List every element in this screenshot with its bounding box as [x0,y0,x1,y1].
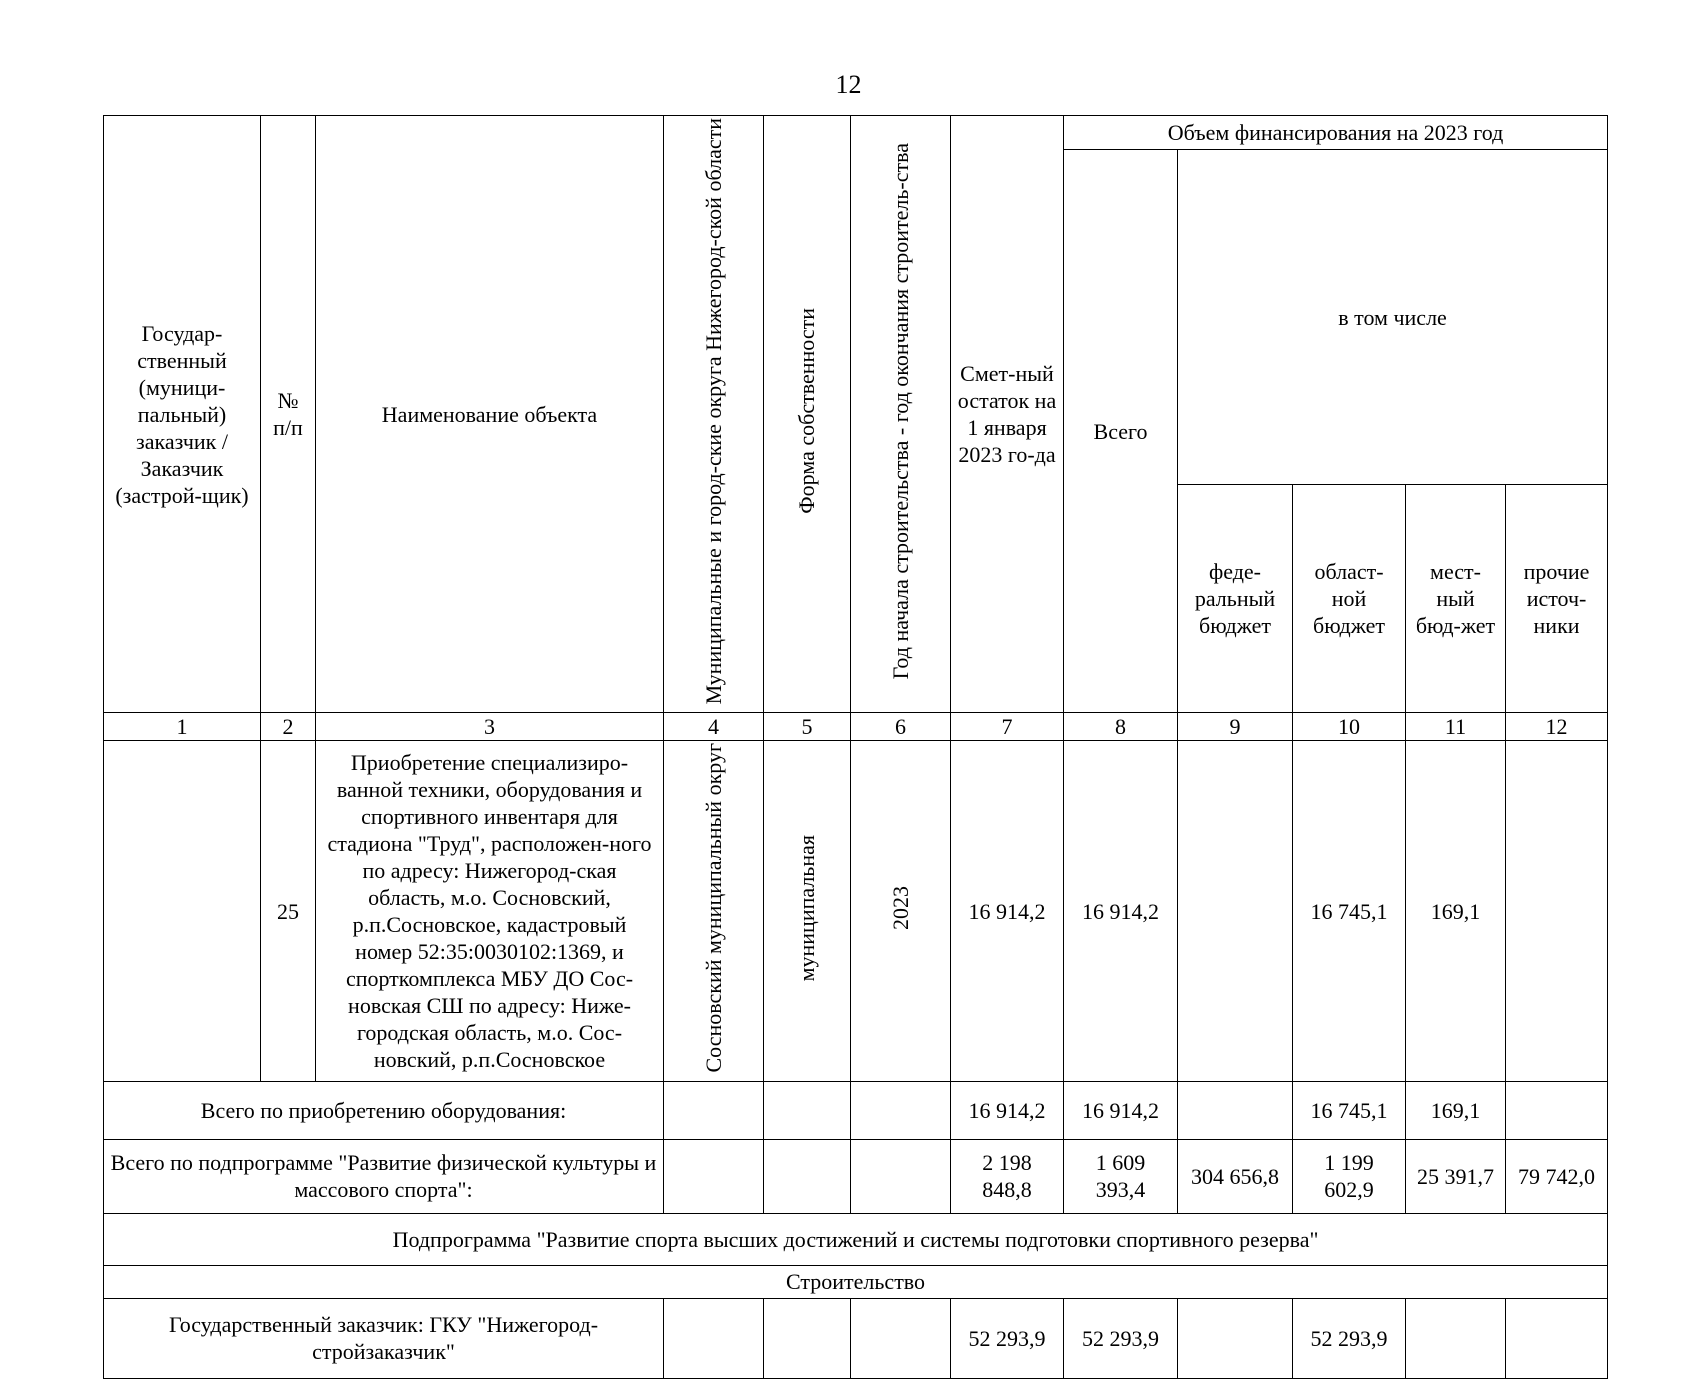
header-estimate: Смет-ный остаток на 1 января 2023 го-да [951,116,1064,713]
total-subprogram-local: 25 391,7 [1406,1139,1506,1213]
column-number: 10 [1293,713,1406,741]
row25-ownership-text: муниципальная [794,834,819,982]
header-object-name: Наименование объекта [316,116,664,713]
section-title: Строительство [104,1265,1608,1298]
total-equipment-ownership [764,1081,851,1139]
header-districts [664,116,764,713]
column-number: 6 [851,713,951,741]
row25-num: 25 [261,741,316,1082]
row25-federal [1178,741,1293,1082]
row25-regional: 16 745,1 [1293,741,1406,1082]
customer-row-ownership [764,1298,851,1378]
row25-other [1506,741,1608,1082]
total-equipment-label: Всего по приобретению оборудования: [104,1081,664,1139]
total-subprogram-estimate: 2 198 848,8 [951,1139,1064,1213]
column-number: 12 [1506,713,1608,741]
row25-total: 16 914,2 [1064,741,1178,1082]
column-numbers-row [104,713,1608,741]
row25-estimate: 16 914,2 [951,741,1064,1082]
header-regional: област-ной бюджет [1293,485,1406,713]
header-federal: феде-ральный бюджет [1178,485,1293,713]
total-subprogram-regional: 1 199 602,9 [1293,1139,1406,1213]
total-equipment-estimate: 16 914,2 [951,1081,1064,1139]
customer-row-label: Государственный заказчик: ГКУ "Нижегород-стройзаказчик" [104,1298,664,1378]
total-subprogram-years [851,1139,951,1213]
customer-row-regional: 52 293,9 [1293,1298,1406,1378]
header-num: № п/п [261,116,316,713]
total-equipment-other [1506,1081,1608,1139]
column-number: 7 [951,713,1064,741]
header-financing-title: Объем финансирования на 2023 год [1064,116,1608,150]
row25-district-text: Сосновский муниципальный округ [700,743,726,1073]
total-subprogram-ownership [764,1139,851,1213]
table-row-total-equipment [104,1081,1608,1139]
header-other: прочие источ-ники [1506,485,1608,713]
header-years [851,116,951,713]
row25-name: Приобретение специализиро-ванной техники, оборудования и спортивного инвентаря для стадиона "Труд", расположен-ного по адресу: Нижегород-ская область, м.о. Сосновский, р.п.Сосновское, кадастровый номер 52:35:0030102:1369, и спорткомплекса МБУ ДО Сос-новская СШ по адресу: Ниже-городская область, м.о. Сос-новский, р.п.Сосновское [316,741,664,1082]
customer-row-estimate: 52 293,9 [951,1298,1064,1378]
table-row [104,741,1608,1082]
total-equipment-years [851,1081,951,1139]
header-ownership [764,116,851,713]
customer-row-years [851,1298,951,1378]
total-equipment-regional: 16 745,1 [1293,1081,1406,1139]
column-number: 3 [316,713,664,741]
header-total: Всего [1064,150,1178,713]
total-subprogram-label: Всего по подпрограмме "Развитие физической культуры и массового спорта": [104,1139,664,1213]
table-row-customer [104,1298,1608,1378]
column-number: 9 [1178,713,1293,741]
column-number: 5 [764,713,851,741]
customer-row-districts [664,1298,764,1378]
customer-row-total: 52 293,9 [1064,1298,1178,1378]
total-equipment-local: 169,1 [1406,1081,1506,1139]
header-local: мест-ный бюд-жет [1406,485,1506,713]
customer-row-local [1406,1298,1506,1378]
table-row-subprogram-title [104,1213,1608,1265]
total-equipment-federal [1178,1081,1293,1139]
total-subprogram-other: 79 742,0 [1506,1139,1608,1213]
financing-table [103,115,1608,1379]
total-equipment-districts [664,1081,764,1139]
header-years-text: Год начала строительства - год окончания строитель-ства [887,142,913,680]
header-ownership-text: Форма собственности [794,308,819,515]
customer-row-federal [1178,1298,1293,1378]
row25-customer [104,741,261,1082]
row25-years [851,741,951,1082]
total-subprogram-districts [664,1139,764,1213]
subprogram-title: Подпрограмма "Развитие спорта высших достижений и системы подготовки спортивного резерва" [104,1213,1608,1265]
column-number: 1 [104,713,261,741]
total-subprogram-federal: 304 656,8 [1178,1139,1293,1213]
row25-ownership [764,741,851,1082]
table-row-section-title [104,1265,1608,1298]
header-including: в том числе [1178,150,1608,485]
row25-local: 169,1 [1406,741,1506,1082]
customer-row-other [1506,1298,1608,1378]
page-number: 12 [835,70,862,99]
header-customer: Государ-ственный (муници-пальный) заказчик / Заказчик (застрой-щик) [104,116,261,713]
total-subprogram-total: 1 609 393,4 [1064,1139,1178,1213]
row25-years-text: 2023 [887,886,913,931]
column-number: 8 [1064,713,1178,741]
table-row-total-subprogram [104,1139,1608,1213]
column-number: 4 [664,713,764,741]
column-number: 11 [1406,713,1506,741]
row25-district [664,741,764,1082]
total-equipment-total: 16 914,2 [1064,1081,1178,1139]
column-number: 2 [261,713,316,741]
header-districts-text: Муниципальные и город-ские округа Нижегород-ской области [700,118,726,705]
